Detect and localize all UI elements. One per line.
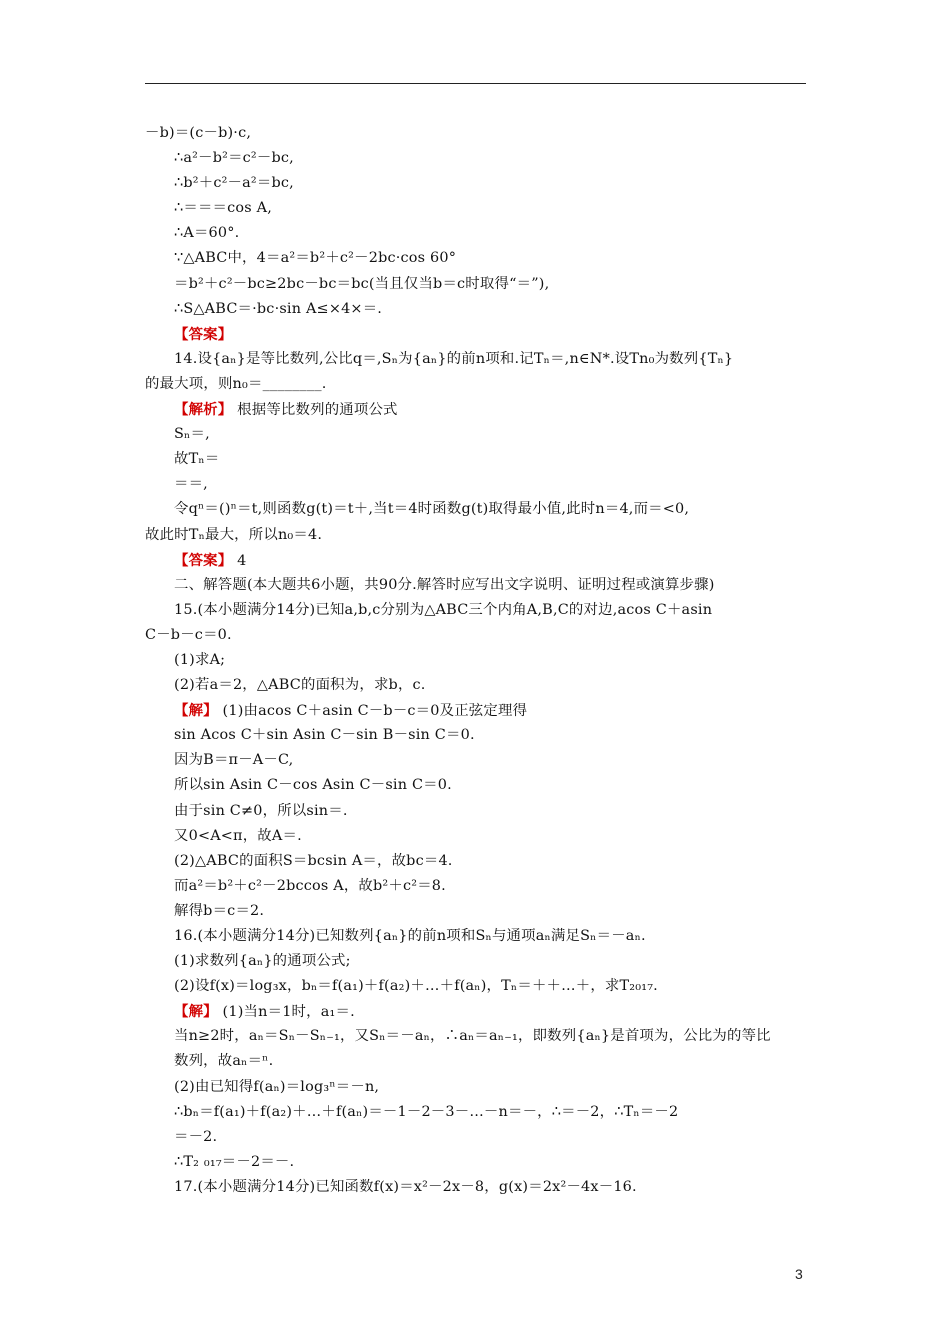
text-line	[145, 221, 806, 246]
text-line	[145, 1100, 806, 1125]
line-text: (2)若a＝2，△ABC的面积为，求b，c.	[174, 677, 426, 694]
text-line	[145, 497, 806, 522]
text-line	[145, 548, 806, 573]
line-text: 15.(本小题满分14分)已知a,b,c分别为△ABC三个内角A,B,C的对边,acos C＋asin	[174, 601, 713, 618]
line-text: 根据等比数列的通项公式	[232, 402, 398, 419]
line-text: ∴S△ABC＝·bc·sin A≤×4×＝.	[174, 300, 383, 317]
line-text: 14.设{aₙ}是等比数列,公比q＝,Sₙ为{aₙ}的前n项和.记Tₙ＝,n∈N*.设Tn₀为数列{Tₙ}	[174, 350, 734, 367]
text-line	[145, 347, 806, 372]
text-line	[145, 949, 806, 974]
line-text: ∴＝＝＝cos A,	[174, 200, 272, 217]
text-line	[145, 523, 806, 548]
text-line	[145, 171, 806, 196]
text-line	[145, 598, 806, 623]
line-text: 16.(本小题满分14分)已知数列{aₙ}的前n项和Sₙ与通项aₙ满足Sₙ＝－aₙ.	[174, 928, 646, 944]
text-line	[145, 623, 806, 648]
line-text: (1)由acos C＋asin C－b－c＝0及正弦定理得	[217, 703, 528, 720]
line-text: 4	[232, 552, 247, 569]
text-line	[145, 1150, 806, 1175]
line-text: ∴T₂ ₀₁₇＝－2＝－.	[174, 1153, 295, 1170]
line-text: ＝＝,	[174, 476, 208, 493]
text-line	[145, 246, 806, 271]
text-line	[145, 121, 806, 146]
line-text: 故Tₙ＝	[174, 451, 220, 468]
line-text: 的最大项，则n₀＝________.	[145, 375, 327, 392]
text-line	[145, 297, 806, 322]
line-text: 二、解答题(本大题共6小题，共90分.解答时应写出文字说明、证明过程或演算步骤)	[174, 576, 715, 593]
header-rule	[145, 83, 806, 84]
text-line	[145, 422, 806, 447]
page-body	[145, 121, 806, 1200]
text-line	[145, 648, 806, 673]
answer-tag: 【解析】	[174, 401, 233, 419]
line-text: 由于sin C≠0，所以sin＝.	[174, 802, 348, 819]
page-number: 3	[795, 1266, 803, 1282]
line-text: (1)求数列{aₙ}的通项公式;	[174, 953, 351, 970]
text-line	[145, 673, 806, 698]
text-line	[145, 146, 806, 171]
text-line	[145, 799, 806, 824]
line-text: (2)△ABC的面积S＝bcsin A＝，故bc＝4.	[174, 852, 453, 869]
text-line	[145, 773, 806, 798]
text-line	[145, 899, 806, 924]
line-text: 又0<A<π，故A＝.	[174, 827, 302, 844]
line-text: ∴b²＋c²－a²＝bc,	[174, 175, 294, 192]
line-text: 解得b＝c＝2.	[174, 902, 265, 919]
line-text: 故此时Tₙ最大，所以n₀＝4.	[145, 526, 323, 543]
answer-tag: 【答案】	[174, 551, 233, 569]
line-text: 17.(本小题满分14分)已知函数f(x)＝x²－2x－8，g(x)＝2x²－4x－16.	[174, 1178, 637, 1195]
text-line	[145, 322, 806, 347]
line-text: 令qⁿ＝()ⁿ＝t,则函数g(t)＝t＋,当t＝4时函数g(t)取得最小值,此时n＝4,而＝<0,	[174, 501, 690, 518]
text-line	[145, 1075, 806, 1100]
text-line	[145, 924, 806, 949]
line-text: ＝b²＋c²－bc≥2bc－bc＝bc(当且仅当b＝c时取得“＝”),	[174, 275, 550, 292]
answer-tag: 【解】	[174, 702, 218, 720]
line-text: 而a²＝b²＋c²－2bccos A，故b²＋c²＝8.	[174, 877, 446, 894]
text-line	[145, 849, 806, 874]
text-line	[145, 573, 806, 598]
line-text: ∴a²－b²＝c²－bc,	[174, 150, 294, 167]
text-line	[145, 824, 806, 849]
line-text: ∵△ABC中，4＝a²＝b²＋c²－2bc·cos 60°	[174, 250, 457, 267]
text-line	[145, 447, 806, 472]
line-text: －b)＝(c－b)·c,	[145, 125, 252, 141]
line-text: 当n≥2时，aₙ＝Sₙ－Sₙ₋₁，又Sₙ＝－aₙ，∴aₙ＝aₙ₋₁，即数列{aₙ}是首项为，公比为的等比	[174, 1028, 771, 1045]
line-text: Sₙ＝,	[174, 426, 210, 443]
line-text: (1)当n＝1时，a₁＝.	[217, 1004, 355, 1021]
text-line	[145, 1049, 806, 1074]
text-line	[145, 1024, 806, 1049]
text-line	[145, 974, 806, 999]
line-text: ＝－2.	[174, 1128, 218, 1145]
line-text: (2)由已知得f(aₙ)＝log₃ⁿ＝－n,	[174, 1078, 380, 1095]
line-text: 所以sin Asin C－cos Asin C－sin C＝0.	[174, 777, 452, 794]
text-line	[145, 472, 806, 497]
line-text: 因为B＝π－A－C,	[174, 752, 294, 769]
answer-tag: 【解】	[174, 1003, 218, 1021]
line-text: C－b－c＝0.	[145, 626, 232, 643]
text-line	[145, 196, 806, 221]
text-line	[145, 748, 806, 773]
line-text: ∴bₙ＝f(a₁)＋f(a₂)＋…＋f(aₙ)＝－1－2－3－…－n＝－，∴＝－2，∴Tₙ＝－2	[174, 1103, 679, 1120]
text-line	[145, 698, 806, 723]
text-line	[145, 723, 806, 748]
text-line	[145, 999, 806, 1024]
line-text: ∴A＝60°.	[174, 225, 240, 242]
text-line	[145, 372, 806, 397]
text-line	[145, 874, 806, 899]
line-text: (1)求A;	[174, 651, 226, 668]
text-line	[145, 1175, 806, 1200]
text-line	[145, 272, 806, 297]
text-line	[145, 1125, 806, 1150]
line-text: sin Acos C＋sin Asin C－sin B－sin C＝0.	[174, 727, 475, 744]
line-text: (2)设f(x)＝log₃x，bₙ＝f(a₁)＋f(a₂)＋…＋f(aₙ)，Tₙ＝＋＋…＋，求T₂₀₁₇.	[174, 978, 658, 995]
text-line	[145, 397, 806, 422]
line-text: 数列，故aₙ＝ⁿ.	[174, 1053, 274, 1070]
answer-tag: 【答案】	[174, 325, 233, 343]
